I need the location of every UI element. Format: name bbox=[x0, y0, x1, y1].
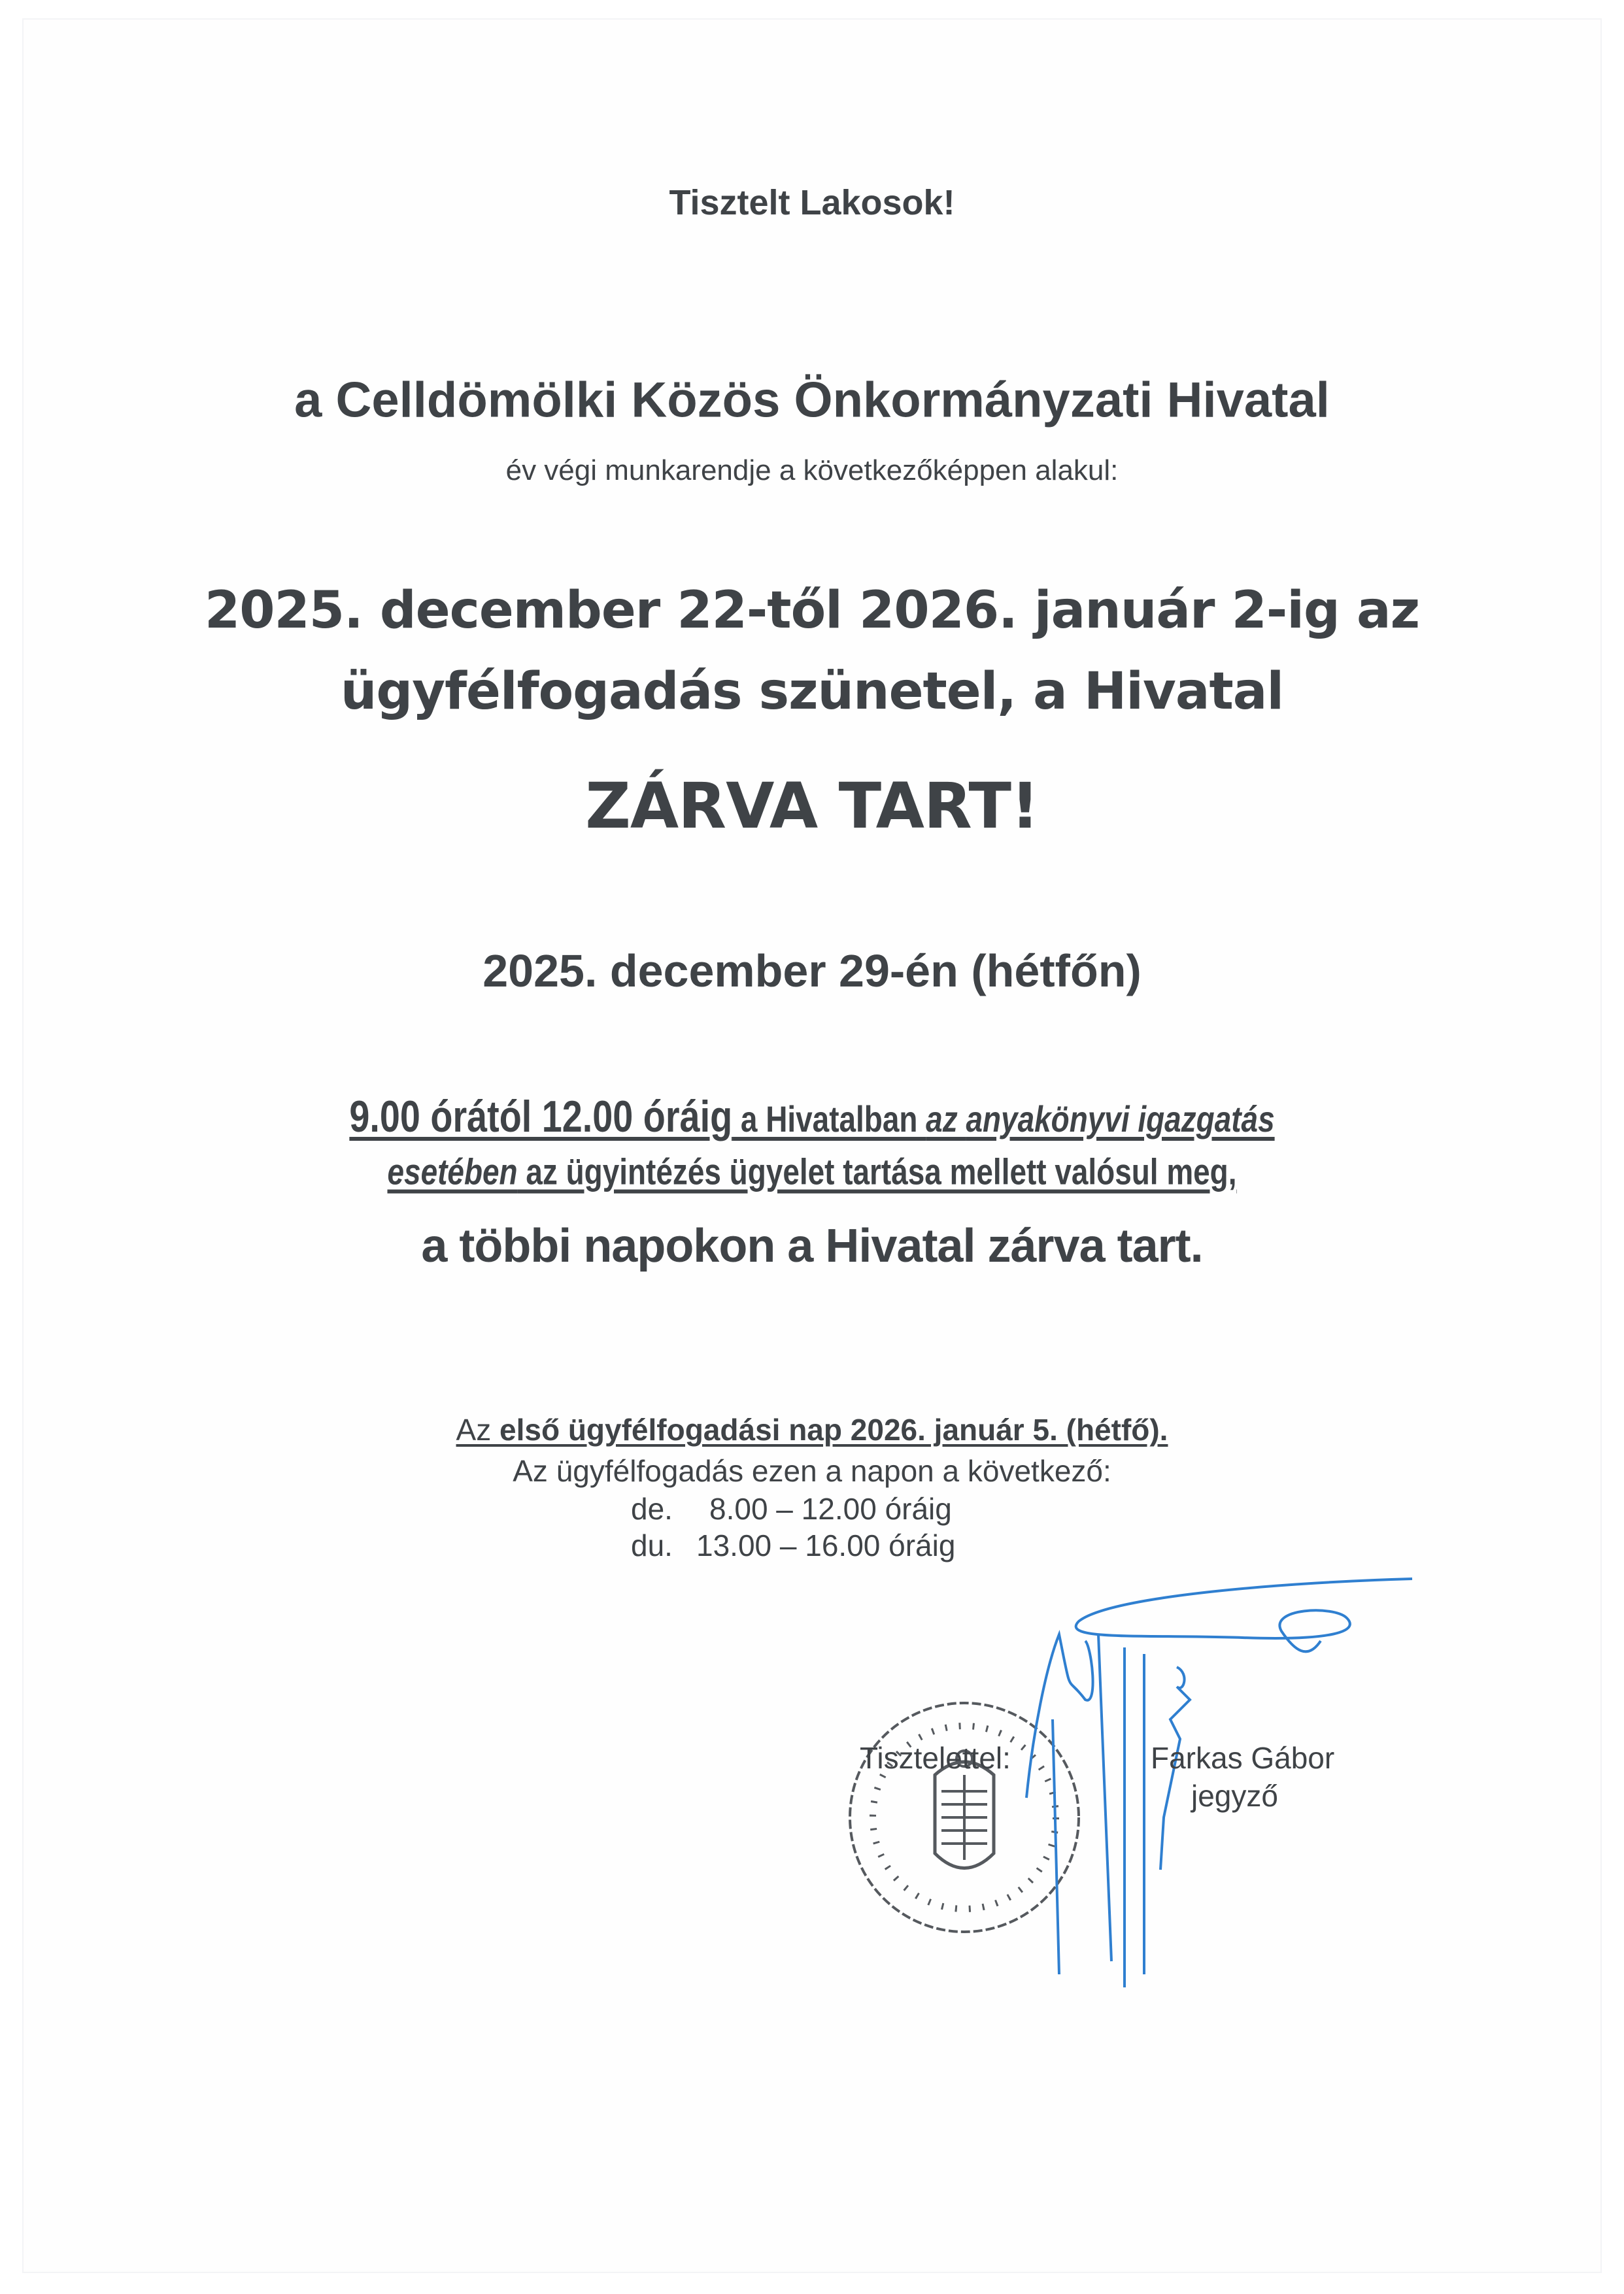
exception-date: 2025. december 29-én (hétfőn) bbox=[482, 945, 1142, 996]
exception-rest: az ügyintézés ügyelet tartása mellett valósul meg, bbox=[517, 1151, 1237, 1192]
hours-intro: Az ügyfélfogadás ezen a napon a következő: bbox=[513, 1454, 1111, 1488]
exception-in-office: a Hivatalban bbox=[732, 1098, 926, 1139]
exception-az: az bbox=[926, 1098, 966, 1139]
exception-hours: 9.00 órától 12.00 óráig bbox=[349, 1092, 733, 1141]
stamp-and-signature bbox=[837, 1569, 1458, 1987]
intro-text: év végi munkarendje a következőképpen alakul: bbox=[505, 454, 1119, 486]
exception-registry: anyakönyvi igazgatás bbox=[966, 1098, 1275, 1139]
closing: Tisztelettel: bbox=[860, 1741, 1011, 1775]
exception-esetében: esetében bbox=[387, 1151, 518, 1192]
official-stamp bbox=[850, 1703, 1079, 1932]
greeting: Tisztelt Lakosok! bbox=[669, 183, 955, 222]
first-day bbox=[0, 1412, 1624, 1447]
hours-time: 13.00 – 16.00 óráig bbox=[696, 1528, 956, 1562]
first-day-az: Az bbox=[456, 1413, 499, 1447]
first-day-text: első ügyfélfogadási nap 2026. január 5. (hétfő). bbox=[499, 1413, 1168, 1447]
hours-label: du. bbox=[631, 1528, 673, 1562]
hours-row bbox=[631, 1492, 952, 1526]
closure-line-2: ügyfélfogadás szünetel, a Hivatal bbox=[340, 662, 1284, 721]
signatory-name: Farkas Gábor bbox=[1151, 1741, 1335, 1775]
exception-line-2 bbox=[146, 1151, 1478, 1193]
hours-row bbox=[631, 1528, 955, 1562]
hours-time: 8.00 – 12.00 óráig bbox=[709, 1492, 952, 1526]
signatory-title: jegyző bbox=[1191, 1779, 1278, 1813]
other-days: a többi napokon a Hivatal zárva tart. bbox=[421, 1220, 1203, 1272]
closed-banner: ZÁRVA TART! bbox=[585, 769, 1039, 843]
office-name: a Celldömölki Közös Önkormányzati Hivatal bbox=[294, 372, 1330, 428]
signature-block bbox=[837, 1569, 1458, 1987]
exception-line-1 bbox=[146, 1091, 1478, 1142]
hours-label: de. bbox=[631, 1492, 673, 1526]
closure-line-1: 2025. december 22-től 2026. január 2-ig az bbox=[204, 581, 1420, 640]
